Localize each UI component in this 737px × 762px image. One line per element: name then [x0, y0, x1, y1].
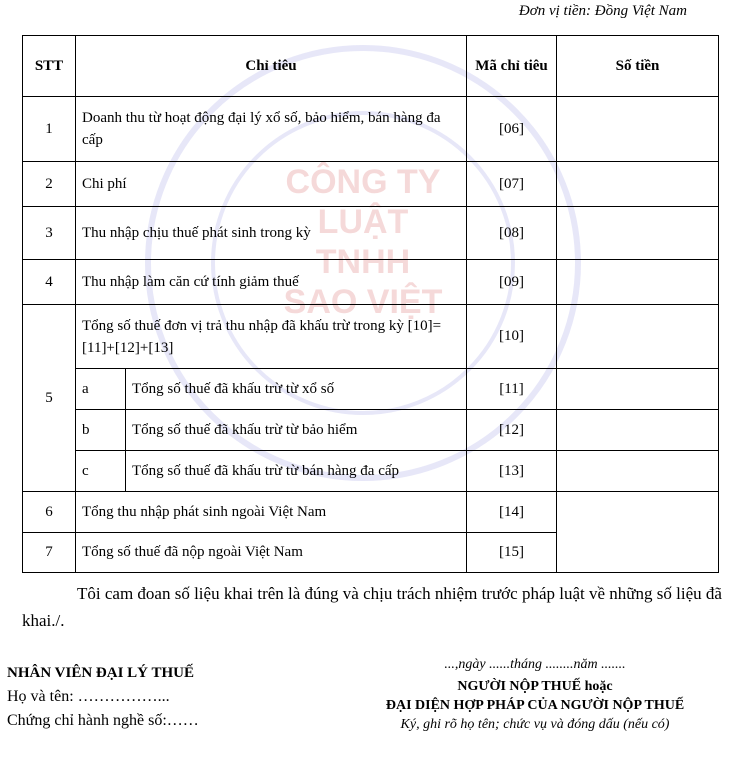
row-label: Thu nhập chịu thuế phát sinh trong kỳ — [76, 207, 467, 260]
table-row — [23, 305, 719, 369]
tax-agent-block — [7, 661, 199, 733]
row-code: [07] — [467, 162, 557, 207]
declaration-text: Tôi cam đoan số liệu khai trên là đúng và chịu trách nhiệm trước pháp luật về những số liệu đã khai./. — [22, 584, 722, 630]
subrow-code: [12] — [467, 410, 557, 451]
row-stt: 7 — [23, 533, 76, 573]
tax-form-table — [22, 35, 719, 573]
table-row — [23, 492, 719, 533]
table-row — [23, 97, 719, 162]
subrow-code: [13] — [467, 451, 557, 492]
row-code: [15] — [467, 533, 557, 573]
row-label: Tổng số thuế đã nộp ngoài Việt Nam — [76, 533, 467, 573]
watermark-line-2: LUẬT — [317, 203, 409, 241]
row-label: Tổng thu nhập phát sinh ngoài Việt Nam — [76, 492, 467, 533]
row-stt: 4 — [23, 260, 76, 305]
header-ma-chi-tieu: Mã chỉ tiêu — [467, 36, 557, 97]
amount-cell[interactable] — [557, 410, 719, 451]
row-code: [06] — [467, 97, 557, 162]
table-row — [23, 207, 719, 260]
subrow-label: Tổng số thuế đã khấu trừ từ xổ số — [126, 369, 467, 410]
header-chi-tieu: Chỉ tiêu — [76, 36, 467, 97]
row-stt: 6 — [23, 492, 76, 533]
amount-cell[interactable] — [557, 305, 719, 369]
amount-cell[interactable] — [557, 492, 719, 573]
subrow-letter: a — [76, 369, 126, 410]
amount-cell[interactable] — [557, 207, 719, 260]
table-header-row — [23, 36, 719, 97]
subrow-letter: b — [76, 410, 126, 451]
row-label: Thu nhập làm căn cứ tính giảm thuế — [76, 260, 467, 305]
signer-title-2: ĐẠI DIỆN HỢP PHÁP CỦA NGƯỜI NỘP THUẾ — [385, 698, 685, 713]
watermark-line-3: TNHH — [315, 243, 411, 281]
subrow-label: Tổng số thuế đã khấu trừ từ bảo hiểm — [126, 410, 467, 451]
agent-name-line: Họ và tên: ……………... — [7, 688, 170, 705]
row-code: [08] — [467, 207, 557, 260]
table-subrow — [23, 410, 719, 451]
table-row — [23, 260, 719, 305]
row-code: [09] — [467, 260, 557, 305]
amount-cell[interactable] — [557, 162, 719, 207]
amount-cell[interactable] — [557, 369, 719, 410]
signer-block — [340, 655, 730, 734]
amount-cell[interactable] — [557, 97, 719, 162]
row-stt: 1 — [23, 97, 76, 162]
table-row — [23, 162, 719, 207]
header-stt: STT — [23, 36, 76, 97]
subrow-label: Tổng số thuế đã khấu trừ từ bán hàng đa cấp — [126, 451, 467, 492]
watermark-line-1: CÔNG TY — [285, 163, 441, 201]
subrow-code: [11] — [467, 369, 557, 410]
watermark-line-4: SAO VIỆT — [283, 283, 443, 321]
agent-title: NHÂN VIÊN ĐẠI LÝ THUẾ — [7, 665, 194, 681]
row-stt: 5 — [23, 305, 76, 492]
subrow-letter: c — [76, 451, 126, 492]
signer-title-1: NGƯỜI NỘP THUẾ hoặc — [457, 679, 613, 694]
row-label: Chi phí — [76, 162, 467, 207]
signer-instruction: Ký, ghi rõ họ tên; chức vụ và đóng dấu (nếu có) — [400, 717, 670, 732]
row-code: [14] — [467, 492, 557, 533]
amount-cell[interactable] — [557, 260, 719, 305]
table-subrow — [23, 369, 719, 410]
row-label: Doanh thu từ hoạt động đại lý xổ số, bảo hiểm, bán hàng đa cấp — [76, 97, 467, 162]
row-stt: 3 — [23, 207, 76, 260]
amount-cell[interactable] — [557, 451, 719, 492]
agent-certificate-line: Chứng chỉ hành nghề số:…… — [7, 712, 199, 729]
row-label: Tổng số thuế đơn vị trả thu nhập đã khấu trừ trong kỳ [10]=[11]+[12]+[13] — [76, 305, 467, 369]
header-so-tien: Số tiền — [557, 36, 719, 97]
row-code: [10] — [467, 305, 557, 369]
currency-unit-note: Đơn vị tiền: Đồng Việt Nam — [518, 3, 687, 19]
table-subrow — [23, 451, 719, 492]
signature-date-line: ...,ngày ......tháng ........năm ....... — [444, 657, 626, 672]
row-stt: 2 — [23, 162, 76, 207]
